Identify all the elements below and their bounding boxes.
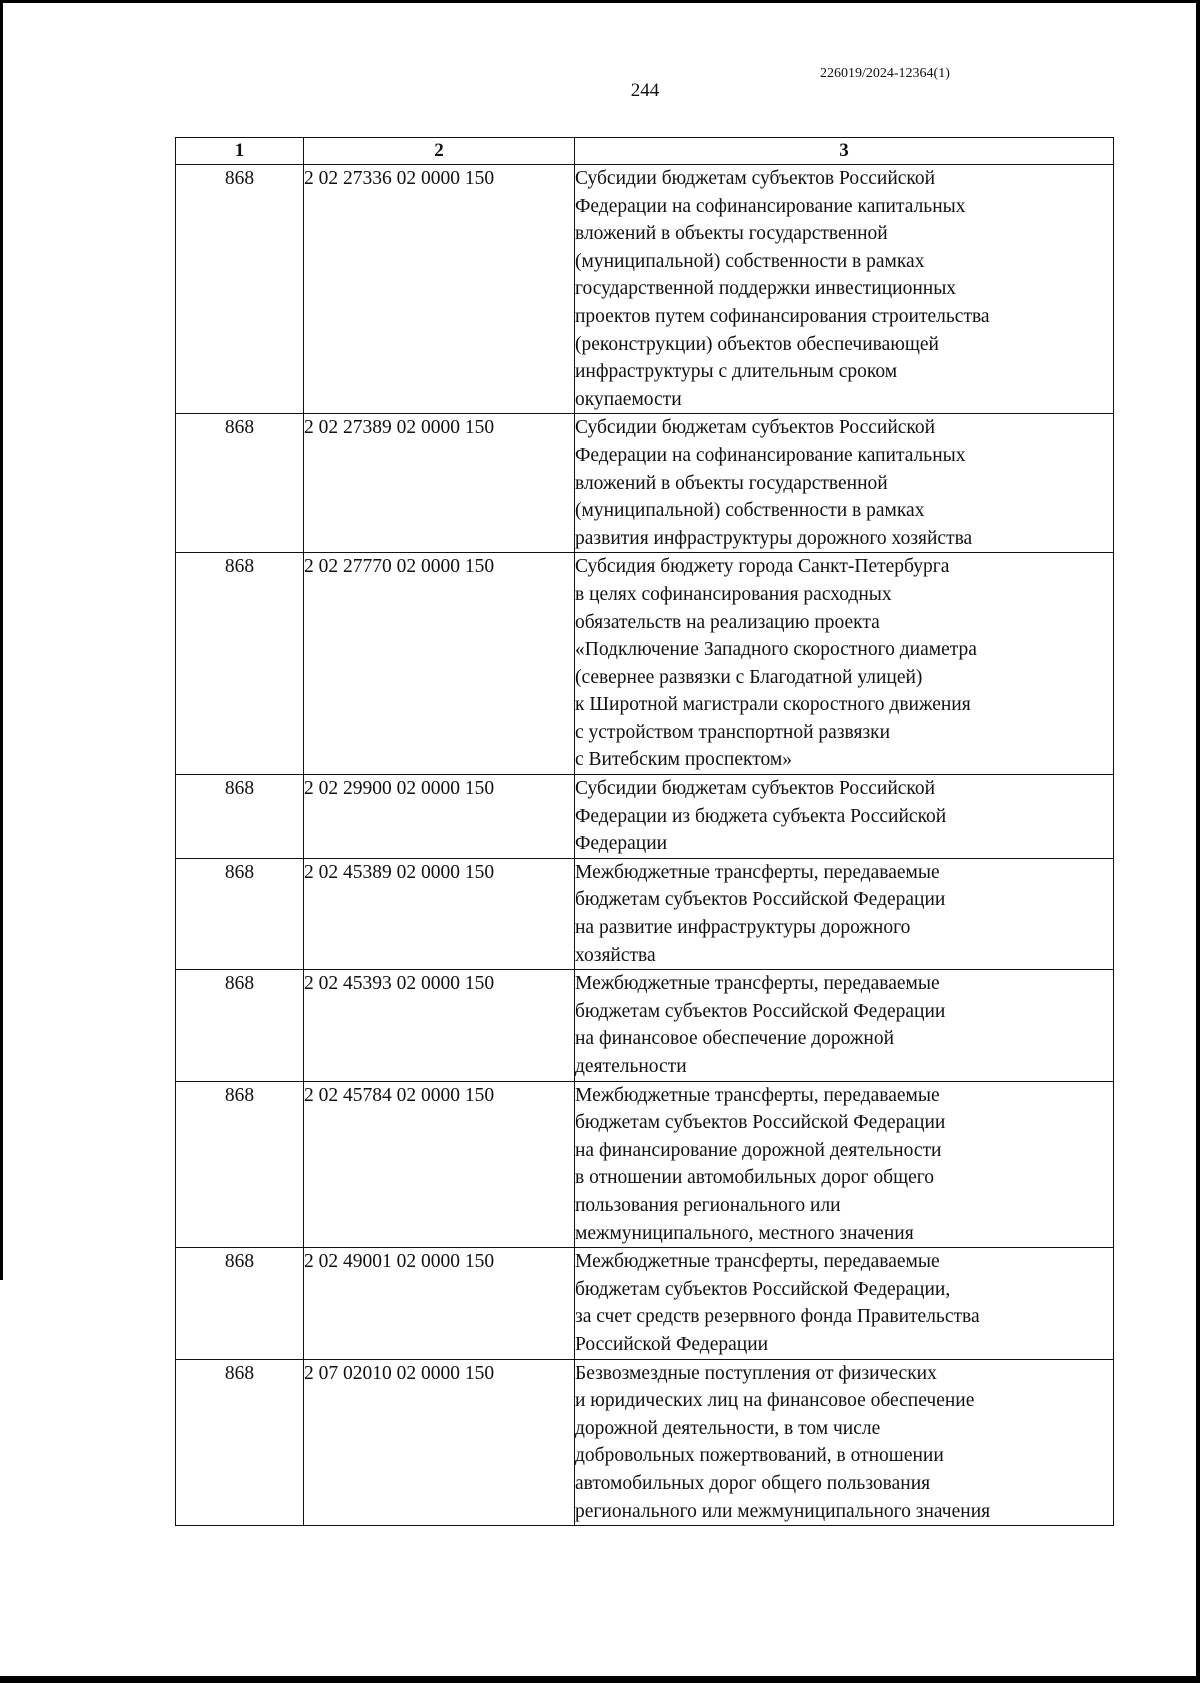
revenue-name-cell: Субсидии бюджетам субъектов Российской Федерации из бюджета субъекта Российской Федерации: [575, 775, 1114, 859]
revenue-name-cell: Субсидии бюджетам субъектов Российской Федерации на софинансирование капитальных вложений в объекты государственной (муниципальной) собственности в рамках развития инфраструктуры дорожного хозяйства: [575, 414, 1114, 553]
admin-code-cell: 868: [176, 414, 304, 553]
table-row: [176, 1081, 1114, 1248]
table-row: [176, 414, 1114, 553]
table-row: [176, 970, 1114, 1081]
admin-code-cell: 868: [176, 775, 304, 859]
revenue-name-cell: Субсидии бюджетам субъектов Российской Федерации на софинансирование капитальных вложений в объекты государственной (муниципальной) собственности в рамках государственной поддержки инвестиционных проектов путем софинансирования строительства (реконструкции) объектов обеспечивающей инфраструктуры с длительным сроком окупаемости: [575, 165, 1114, 414]
budget-code-cell: 2 02 49001 02 0000 150: [304, 1248, 575, 1359]
scan-edge-bottom: [0, 1676, 1200, 1683]
page-number: 244: [630, 80, 660, 101]
document-registration-number: 226019/2024-12364(1): [820, 66, 950, 81]
column-header-3: 3: [575, 138, 1114, 165]
admin-code-cell: 868: [176, 1359, 304, 1526]
revenue-name-cell: Безвозмездные поступления от физических и юридических лиц на финансовое обеспечение дорожной деятельности, в том числе добровольных пожертвований, в отношении автомобильных дорог общего пользования регионального или межмуниципального значения: [575, 1359, 1114, 1526]
column-header-2: 2: [304, 138, 575, 165]
budget-code-cell: 2 02 27389 02 0000 150: [304, 414, 575, 553]
revenue-name-cell: Межбюджетные трансферты, передаваемые бюджетам субъектов Российской Федерации на финансовое обеспечение дорожной деятельности: [575, 970, 1114, 1081]
table-row: [176, 165, 1114, 414]
scan-edge-right: [1196, 0, 1200, 1683]
scan-edge-top: [0, 0, 1200, 3]
budget-code-cell: 2 02 27336 02 0000 150: [304, 165, 575, 414]
budget-code-cell: 2 02 45393 02 0000 150: [304, 970, 575, 1081]
revenue-name-cell: Межбюджетные трансферты, передаваемые бюджетам субъектов Российской Федерации на финансирование дорожной деятельности в отношении автомобильных дорог общего пользования регионального или межмуниципального, местного значения: [575, 1081, 1114, 1248]
budget-code-cell: 2 02 45389 02 0000 150: [304, 858, 575, 969]
admin-code-cell: 868: [176, 858, 304, 969]
column-header-1: 1: [176, 138, 304, 165]
budget-code-cell: 2 02 27770 02 0000 150: [304, 553, 575, 775]
admin-code-cell: 868: [176, 970, 304, 1081]
admin-code-cell: 868: [176, 1248, 304, 1359]
table-row: [176, 1359, 1114, 1526]
revenue-name-cell: Межбюджетные трансферты, передаваемые бюджетам субъектов Российской Федерации, за счет средств резервного фонда Правительства Российской Федерации: [575, 1248, 1114, 1359]
revenue-name-cell: Субсидия бюджету города Санкт-Петербурга в целях софинансирования расходных обязательств на реализацию проекта «Подключение Западного скоростного диаметра (севернее развязки с Благодатной улицей) к Широтной магистрали скоростного движения с устройством транспортной развязки с Витебским проспектом»: [575, 553, 1114, 775]
table-row: [176, 553, 1114, 775]
scan-edge-left: [0, 0, 3, 1280]
table-row: [176, 1248, 1114, 1359]
revenue-name-cell: Межбюджетные трансферты, передаваемые бюджетам субъектов Российской Федерации на развитие инфраструктуры дорожного хозяйства: [575, 858, 1114, 969]
budget-code-cell: 2 02 45784 02 0000 150: [304, 1081, 575, 1248]
budget-code-cell: 2 02 29900 02 0000 150: [304, 775, 575, 859]
admin-code-cell: 868: [176, 1081, 304, 1248]
table-header-row: [176, 138, 1114, 165]
table-row: [176, 775, 1114, 859]
admin-code-cell: 868: [176, 553, 304, 775]
table-row: [176, 858, 1114, 969]
admin-code-cell: 868: [176, 165, 304, 414]
budget-code-cell: 2 07 02010 02 0000 150: [304, 1359, 575, 1526]
budget-codes-table: [175, 137, 1114, 1526]
